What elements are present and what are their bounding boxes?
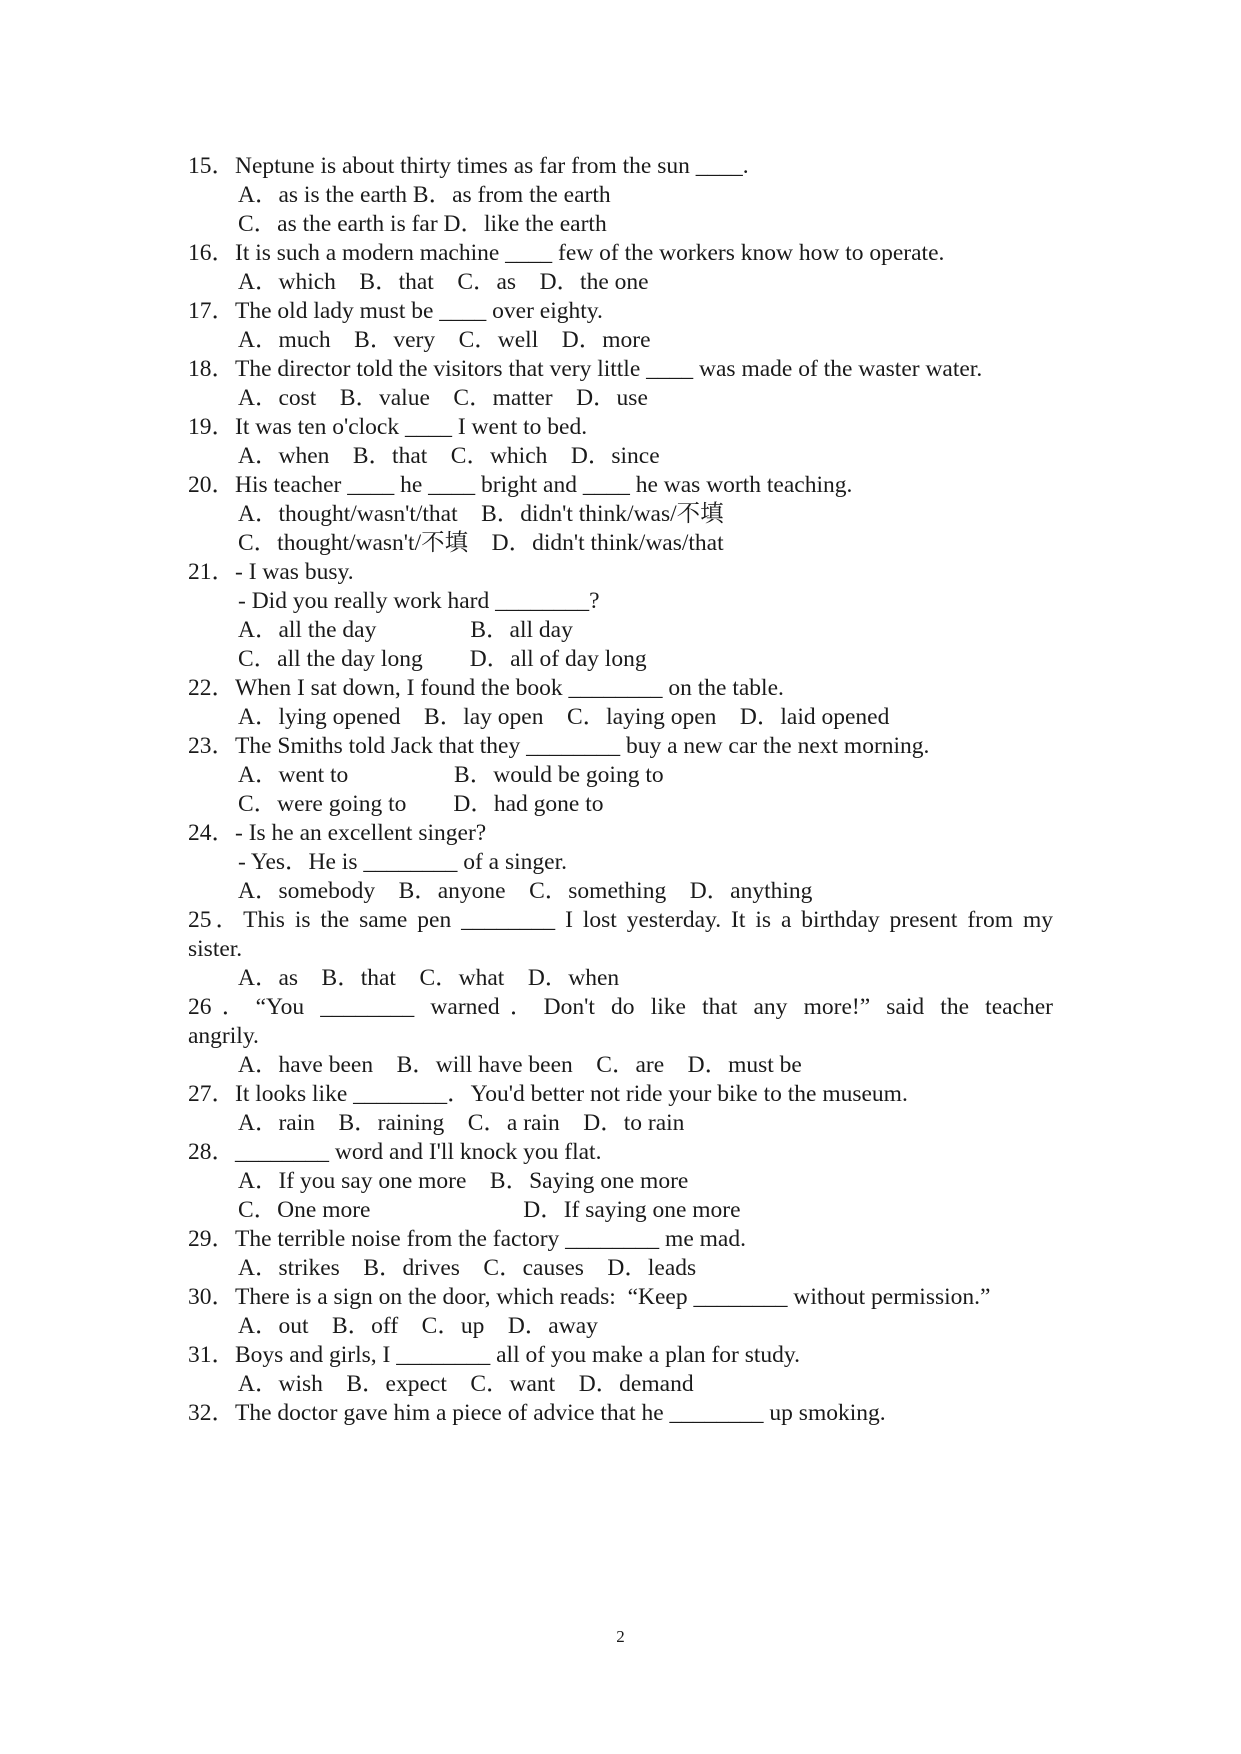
question-21: 21．- I was busy. <box>188 559 354 585</box>
question-26-continued: angrily. <box>188 1023 259 1049</box>
options-24: A．somebody B．anyone C．something D．anything <box>238 878 813 904</box>
options-29: A．strikes B．drives C．causes D．leads <box>238 1255 697 1281</box>
question-27: 27．It looks like ________．You'd better not ride your bike to the museum. <box>188 1081 908 1107</box>
question-22: 22．When I sat down, I found the book ________ on the table. <box>188 675 784 701</box>
question-17: 17．The old lady must be ____ over eighty. <box>188 298 603 324</box>
question-21-dialogue: - Did you really work hard ________? <box>238 588 600 614</box>
options-17: A．much B．very C．well D．more <box>238 327 651 353</box>
options-28-cd: C．One more D．If saying one more <box>238 1197 741 1223</box>
options-15-ab: A．as is the earth B．as from the earth <box>238 182 611 208</box>
question-25: 25．This is the same pen ________ I lost yesterday. It is a birthday present from my <box>188 907 1053 933</box>
question-24: 24．- Is he an excellent singer? <box>188 820 487 846</box>
question-29: 29．The terrible noise from the factory ________ me mad. <box>188 1226 746 1252</box>
question-31: 31．Boys and girls, I ________ all of you make a plan for study. <box>188 1342 800 1368</box>
question-24-dialogue: - Yes．He is ________ of a singer. <box>238 849 567 875</box>
question-28: 28．________ word and I'll knock you flat. <box>188 1139 602 1165</box>
question-25-continued: sister. <box>188 936 243 962</box>
options-23-ab: A．went to B．would be going to <box>238 762 664 788</box>
options-21-cd: C．all the day long D．all of day long <box>238 646 647 672</box>
page-number: 2 <box>616 1627 625 1646</box>
options-16: A．which B．that C．as D．the one <box>238 269 649 295</box>
question-30: 30．There is a sign on the door, which reads: “Keep ________ without permission.” <box>188 1284 991 1310</box>
options-28-ab: A．If you say one more B．Saying one more <box>238 1168 689 1194</box>
question-23: 23．The Smiths told Jack that they ________ buy a new car the next morning. <box>188 733 930 759</box>
options-22: A．lying opened B．lay open C．laying open D．laid opened <box>238 704 890 730</box>
options-25: A．as B．that C．what D．when <box>238 965 620 991</box>
options-15-cd: C．as the earth is far D．like the earth <box>238 211 607 237</box>
question-26: 26．“You ________ warned．Don't do like that any more!” said the teacher <box>188 994 1053 1020</box>
options-23-cd: C．were going to D．had gone to <box>238 791 604 817</box>
options-20-ab: A．thought/wasn't/that B．didn't think/was/不填 <box>238 501 724 527</box>
question-18: 18．The director told the visitors that very little ____ was made of the waster water. <box>188 356 983 382</box>
question-20: 20．His teacher ____ he ____ bright and ____ he was worth teaching. <box>188 472 853 498</box>
options-31: A．wish B．expect C．want D．demand <box>238 1371 694 1397</box>
options-27: A．rain B．raining C．a rain D．to rain <box>238 1110 685 1136</box>
question-16: 16．It is such a modern machine ____ few of the workers know how to operate. <box>188 240 945 266</box>
options-30: A．out B．off C．up D．away <box>238 1313 598 1339</box>
question-19: 19．It was ten o'clock ____ I went to bed. <box>188 414 588 440</box>
options-18: A．cost B．value C．matter D．use <box>238 385 648 411</box>
question-32: 32．The doctor gave him a piece of advice that he ________ up smoking. <box>188 1400 886 1426</box>
options-26: A．have been B．will have been C．are D．must be <box>238 1052 802 1078</box>
options-21-ab: A．all the day B．all day <box>238 617 573 643</box>
options-19: A．when B．that C．which D．since <box>238 443 660 469</box>
options-20-cd: C．thought/wasn't/不填 D．didn't think/was/that <box>238 530 724 556</box>
question-15: 15．Neptune is about thirty times as far from the sun ____. <box>188 153 749 179</box>
